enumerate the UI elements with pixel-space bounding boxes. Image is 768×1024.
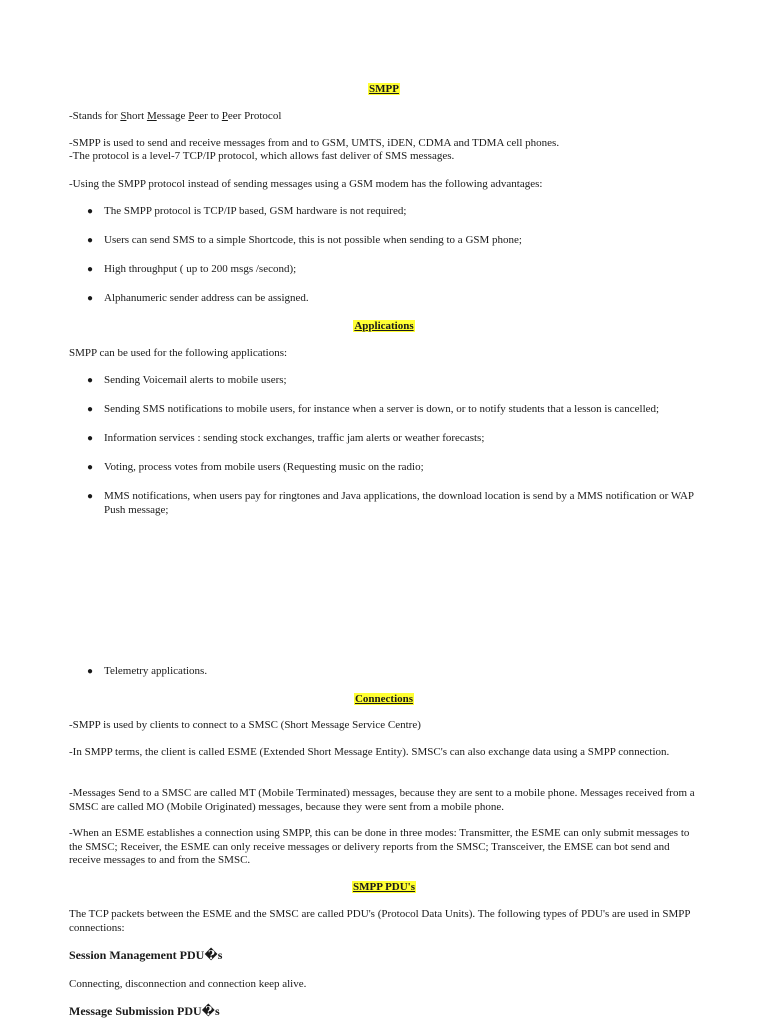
list-item [87, 432, 697, 446]
list-item [87, 263, 697, 277]
list-item [87, 665, 697, 679]
connections-heading-text: Connections [354, 693, 414, 705]
applications-intro: SMPP can be used for the following applications: [69, 347, 288, 359]
bullet-icon: ● [87, 462, 94, 473]
session-management-text: Connecting, disconnection and connection keep alive. [69, 978, 307, 990]
bullet-icon: ● [87, 375, 94, 386]
list-item-text: Voting, process votes from mobile users (Requesting music on the radio; [104, 461, 424, 473]
bullet-icon: ● [87, 206, 94, 217]
bullet-icon: ● [87, 264, 94, 275]
stands-prefix: -Stands for [69, 110, 121, 122]
applications-heading-text: Applications [354, 320, 414, 332]
list-item-text: The SMPP protocol is TCP/IP based, GSM hardware is not required; [104, 205, 407, 217]
bullet-icon: ● [87, 491, 94, 502]
pdus-intro: The TCP packets between the ESME and the SMSC are called PDU's (Protocol Data Units). The following types of PDU's are used in SMPP connections: [69, 908, 691, 934]
word-peer-to: eer to [194, 110, 222, 122]
message-submission-heading: Message Submission PDU�s [69, 1004, 220, 1018]
bullet-icon: ● [87, 293, 94, 304]
connections-paragraph-2: -In SMPP terms, the client is called ESME (Extended Short Message Entity). SMSC's can also exchange data using a SMPP connection. [69, 746, 670, 758]
list-item [87, 403, 697, 417]
session-management-heading: Session Management PDU�s [69, 948, 223, 962]
connections-paragraph-4: -When an ESME establishes a connection using SMPP, this can be done in three modes: Transmitter, the ESME can only submit messages to the SMSC; Receiver, the ESME can only receive messages or delivery reports from the SMSC; Transceiver, the EMSE can bot send and receive messages to and from the SMSC. [69, 827, 690, 866]
list-item [87, 205, 697, 219]
pdus-heading [0, 881, 768, 895]
protocol-level-text: -The protocol is a level-7 TCP/IP protocol, which allows fast deliver of SMS messages. [69, 150, 455, 162]
list-item-text: Telemetry applications. [104, 665, 208, 677]
bullet-icon: ● [87, 433, 94, 444]
letter-s: S [120, 110, 127, 122]
advantages-intro: -Using the SMPP protocol instead of sending messages using a GSM modem has the following advantages: [69, 178, 543, 190]
letter-m: M [146, 110, 157, 122]
list-item-text: MMS notifications, when users pay for ringtones and Java applications, the download location is send by a MMS notification or WAP Push message; [104, 490, 694, 516]
title-heading [0, 83, 768, 97]
bullet-icon: ● [87, 666, 94, 677]
list-item [87, 234, 697, 248]
word-peer-protocol: eer Protocol [227, 110, 282, 122]
list-item [87, 490, 697, 517]
word-short: hort [126, 110, 147, 122]
list-item [87, 461, 697, 475]
list-item [87, 292, 697, 306]
letter-p1: P [188, 110, 195, 122]
connections-heading [0, 693, 768, 707]
applications-heading [0, 320, 768, 334]
word-message: essage [156, 110, 189, 122]
connections-paragraph-1: -SMPP is used by clients to connect to a SMSC (Short Message Service Centre) [69, 719, 421, 731]
title-text: SMPP [369, 83, 399, 95]
list-item-text: Information services : sending stock exchanges, traffic jam alerts or weather forecasts; [104, 432, 485, 444]
list-item [87, 374, 697, 388]
bullet-icon: ● [87, 404, 94, 415]
bullet-icon: ● [87, 235, 94, 246]
used-for-text: -SMPP is used to send and receive messages from and to GSM, UMTS, iDEN, CDMA and TDMA cell phones. [69, 137, 560, 149]
list-item-text: Sending Voicemail alerts to mobile users; [104, 374, 287, 386]
connections-paragraph-3: -Messages Send to a SMSC are called MT (Mobile Terminated) messages, because they are sent to a mobile phone. Messages received from a SMSC are called MO (Mobile Originated) messages, because they were sent from a mobile phone. [69, 787, 695, 813]
pdus-heading-text: SMPP PDU's [352, 881, 416, 893]
list-item-text: Alphanumeric sender address can be assigned. [104, 292, 309, 304]
list-item-text: Sending SMS notifications to mobile users, for instance when a server is down, or to notify students that a lesson is cancelled; [104, 403, 660, 415]
list-item-text: High throughput ( up to 200 msgs /second); [104, 263, 297, 275]
stands-for-line [69, 110, 704, 124]
list-item-text: Users can send SMS to a simple Shortcode, this is not possible when sending to a GSM phone; [104, 234, 522, 246]
letter-p2: P [221, 110, 228, 122]
